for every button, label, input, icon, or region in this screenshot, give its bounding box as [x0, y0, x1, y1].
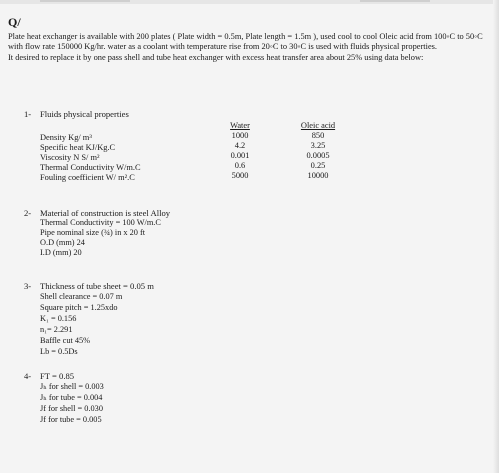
water-value: 0.001 — [230, 151, 250, 160]
section-3-line: Shell clearance = 0.07 m — [40, 292, 123, 301]
section-2-heading — [24, 208, 170, 218]
problem-statement — [8, 32, 496, 63]
intro-paragraph: Plate heat exchanger is available with 200 plates ( Plate width = 0.5m, Plate length = 1.5m ), used cool to cool Oleic acid from 100◦C to 50◦C with flow rate 150000 Kg/hr. water as a coolant with temperature rise from 20◦C to 30◦C is used with fluids physical properties. — [8, 32, 483, 52]
property-label: Thermal Conductivity W/m.C — [40, 163, 141, 172]
oleic-value: 10000 — [307, 171, 329, 180]
top-edge-mark — [360, 0, 430, 2]
section-4-line: Jₕ for shell = 0.003 — [40, 382, 104, 391]
section-3-heading — [24, 281, 154, 291]
water-column — [220, 121, 260, 181]
section-title: Fluids physical properties — [40, 109, 129, 119]
section-3-line: K₁ = 0.156 — [40, 314, 77, 323]
section-4-line: Jf for shell = 0.030 — [40, 404, 103, 413]
section-number: 4- — [24, 371, 32, 381]
section-3-line: n₁= 2.291 — [40, 325, 73, 334]
oleic-value: 850 — [311, 131, 325, 140]
section-4-line: Jₕ for tube = 0.004 — [40, 393, 103, 402]
property-label: Fouling coefficient W/ m².C — [40, 173, 135, 182]
oleic-value: 0.25 — [310, 161, 326, 170]
top-edge-mark — [40, 0, 130, 2]
section-number: 2- — [24, 208, 32, 218]
section-1-heading — [24, 109, 129, 119]
water-header: Water — [230, 121, 250, 130]
oleic-value: 3.25 — [310, 141, 326, 150]
section-4-heading — [24, 371, 74, 381]
section-number: 1- — [24, 109, 32, 119]
oleic-header: Oleic acid — [300, 121, 336, 130]
oleic-column — [290, 121, 346, 181]
water-value: 1000 — [231, 131, 249, 140]
section-3-line: Lb = 0.5Ds — [40, 347, 78, 356]
section-2-line: I.D (mm) 20 — [40, 248, 82, 257]
property-label: Specific heat KJ/Kg.C — [40, 143, 116, 152]
intro-paragraph-2: It desired to replace it by one pass shell and tube heat exchanger with excess heat transfer area about 25% using data below: — [8, 52, 424, 62]
section-number: 3- — [24, 281, 32, 291]
water-value: 4.2 — [234, 141, 246, 150]
section-2-line: O.D (mm) 24 — [40, 238, 85, 247]
section-title: Thickness of tube sheet = 0.05 m — [40, 281, 154, 291]
question-title: Q/ — [8, 15, 21, 29]
property-label: Viscosity N S/ m² — [40, 153, 100, 162]
page-edge-shadow — [493, 0, 499, 473]
section-2-line: Thermal Conductivity = 100 W/m.C — [40, 218, 161, 227]
section-4-line: Jf for tube = 0.005 — [40, 415, 102, 424]
section-2-line: Pipe nominal size (¾) in x 20 ft — [40, 228, 146, 237]
section-3-line: Square pitch = 1.25xdo — [40, 303, 118, 312]
top-edge — [0, 0, 499, 4]
section-title: Material of construction is steel Alloy — [40, 208, 171, 218]
oleic-value: 0.0005 — [306, 151, 330, 160]
section-title: FT = 0.85 — [40, 371, 75, 381]
section-3-line: Baffle cut 45% — [40, 336, 91, 345]
property-label: Density Kg/ m³ — [40, 133, 92, 142]
water-value: 0.6 — [234, 161, 246, 170]
water-value: 5000 — [231, 171, 249, 180]
